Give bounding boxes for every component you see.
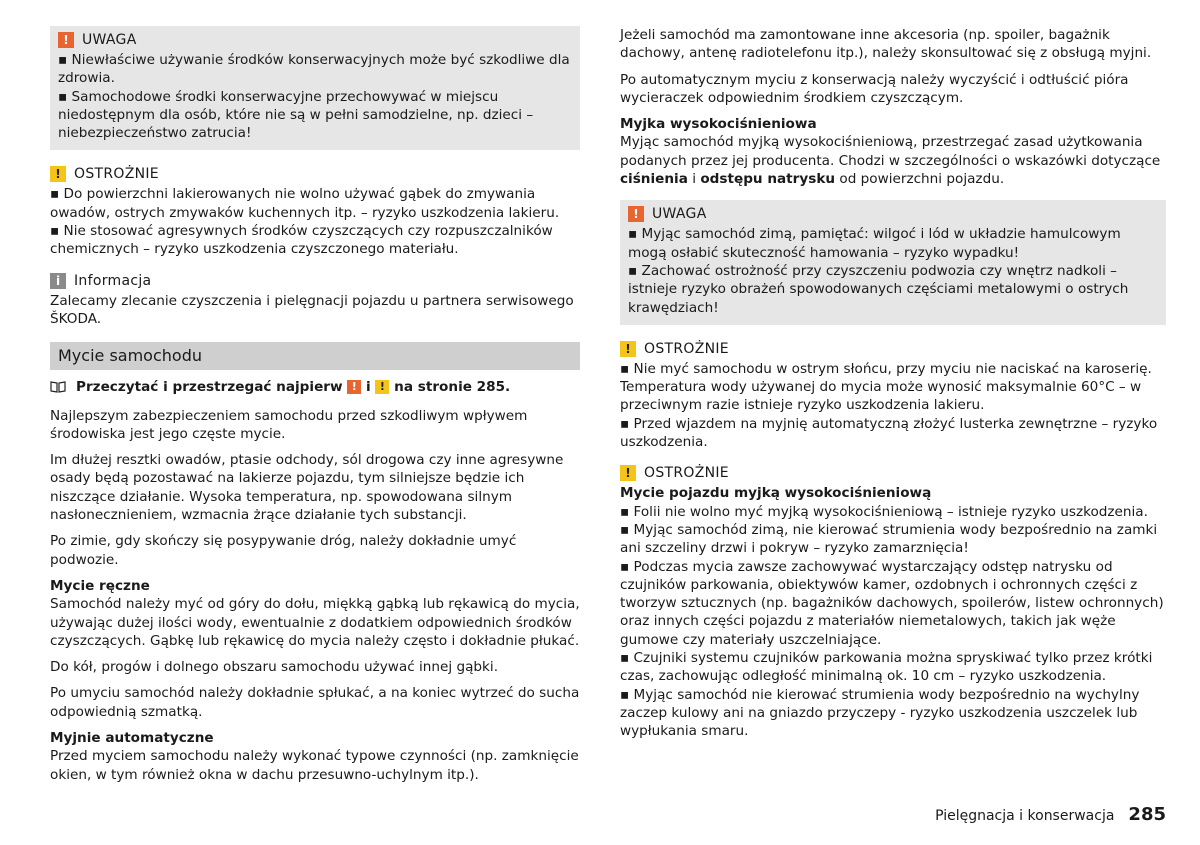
page-number: 285 — [1128, 804, 1166, 825]
left-column — [50, 26, 580, 784]
warning-header — [58, 30, 572, 50]
right-column — [620, 26, 1166, 741]
paragraph: Po automatycznym myciu z konserwacją należy wyczyścić i odtłuścić pióra wycieraczek odpowiednim środkiem czyszczącym. — [620, 71, 1129, 106]
warning-label: UWAGA — [652, 206, 707, 223]
list-item: ▪ Myjąc samochód zimą, pamiętać: wilgoć i lód w układzie hamulcowym mogą osłabić skuteczność hamowania – ryzyko wypadku! — [628, 226, 1121, 261]
paragraph: Jeżeli samochód ma zamontowane inne akcesoria (np. spoiler, bagażnik dachowy, antenę radiotelefonu itp.), należy skonsultować się z obsługą myjni. — [620, 27, 1152, 62]
subheading: Myjka wysokociśnieniowa — [620, 116, 817, 133]
paragraph: Po umyciu samochód należy dokładnie spłukać, a na koniec wytrzeć do sucha odpowiednią szmatką. — [50, 685, 580, 720]
list-item: ▪ Niewłaściwe używanie środków konserwacyjnych może być szkodliwe dla zdrowia. — [58, 52, 570, 87]
caution-label: OSTROŻNIE — [644, 340, 729, 357]
bold-term: odstępu natrysku — [700, 171, 836, 188]
warning-icon: ! — [58, 32, 74, 48]
info-icon: i — [50, 273, 66, 289]
paragraph: Do kół, progów i dolnego obszaru samochodu używać innej gąbki. — [50, 659, 499, 676]
paragraph: Po zimie, gdy skończy się posypywanie dróg, należy dokładnie umyć podwozie. — [50, 533, 517, 568]
footer-section-title: Pielęgnacja i konserwacja — [935, 808, 1115, 824]
reference-line — [50, 378, 580, 396]
bold-term: ciśnienia — [620, 171, 688, 188]
warning-box — [620, 200, 1166, 324]
warning-header — [628, 204, 1158, 224]
caution-icon: ! — [620, 341, 636, 357]
book-icon — [50, 381, 66, 393]
list-item: ▪ Czujniki systemu czujników parkowania można spryskiwać tylko przez krótki czas, zachowując odległość minimalną ok. 10 cm – ryzyko uszkodzenia. — [620, 650, 1153, 685]
paragraph: Przed myciem samochodu należy wykonać typowe czynności (np. zamknięcie okien, w tym również okna w dachu przesuwno-uchylnym itp.). — [50, 748, 579, 783]
caution-header — [620, 339, 1166, 359]
info-label: Informacja — [74, 272, 152, 289]
warning-box — [50, 26, 580, 150]
list-item: ▪ Nie stosować agresywnych środków czyszczących czy rozpuszczalników chemicznych – ryzyko uszkodzenia czyszczonego materiału. — [50, 223, 553, 258]
text-run: i — [687, 171, 701, 188]
list-item: ▪ Samochodowe środki konserwacyjne przechowywać w miejscu niedostępnym dla osób, które nie są w pełni samodzielne, np. dzieci – niebezpieczeństwo zatrucia! — [58, 88, 534, 142]
caution-header — [620, 463, 1166, 483]
list-item: ▪ Myjąc samochód nie kierować strumienia wody bezpośrednio na wychylny zaczep kulowy ani na gniazdo przyczepy - ryzyko uszkodzenia uszczelek lub wypłukania smaru. — [620, 686, 1140, 740]
caution-box — [620, 339, 1166, 451]
caution-icon: ! — [620, 465, 636, 481]
list-item: ▪ Do powierzchni lakierowanych nie wolno używać gąbek do zmywania owadów, ostrych zmywaków kuchennych itp. – ryzyko uszkodzenia lakieru. — [50, 186, 560, 221]
paragraph: Im dłużej resztki owadów, ptasie odchody, sól drogowa czy inne agresywne osady będą pozostawać na lakierze pojazdu, tym silniejsze będzie ich niszczące działanie. Wysoka temperatura, np. spowodowana silnym nasłonecznieniem, wzmacnia żrące działanie tych substancji. — [50, 452, 564, 524]
warning-icon: ! — [628, 206, 644, 222]
info-header — [50, 271, 580, 291]
warning-label: UWAGA — [82, 31, 137, 48]
text-run: Myjąc samochód myjką wysokociśnieniową, przestrzegać zasad użytkowania podanych przez jej producenta. Chodzi w szczególności o wskazówki dotyczące — [620, 134, 1161, 169]
list-item: ▪ Folii nie wolno myć myjką wysokociśnieniową – istnieje ryzyko uszkodzenia. — [620, 503, 1148, 520]
page-footer — [935, 804, 1166, 825]
paragraph: Samochód należy myć od góry do dołu, miękką gąbką lub rękawicą do mycia, używając dużej ilości wody, ewentualnie z dodatkiem odpowiednich środków czyszczących. Gąbkę lub rękawicę do mycia należy często i dokładnie płukać. — [50, 596, 580, 649]
reference-mid: i — [366, 379, 371, 396]
caution-header — [50, 164, 580, 184]
list-item: ▪ Zachować ostrożność przy czyszczeniu podwozia czy wnętrz nadkoli – istnieje ryzyko obrażeń spowodowanych częściami metalowymi o ostrych krawędziach! — [628, 262, 1129, 316]
list-item: ▪ Myjąc samochód zimą, nie kierować strumienia wody bezpośrednio na zamki ani szczeliny drzwi i pokryw – ryzyko zamarznięcia! — [620, 521, 1158, 557]
subheading: Myjnie automatyczne — [50, 730, 214, 747]
section-title: Mycie samochodu — [50, 342, 580, 370]
caution-box — [620, 463, 1166, 740]
paragraph — [620, 133, 1166, 188]
reference-suffix[interactable]: na stronie 285. — [394, 379, 511, 396]
list-item: ▪ Podczas mycia zawsze zachowywać wystarczający odstęp natrysku od czujników parkowania, obiektywów kamer, ozdobnych i ochronnych części z tworzyw sztucznych (np. bagażników dachowych, spoilerów, listew ochronnych) oraz innych części pojazdu z materiałów niemetalowych, takich jak węże gumowe czy materiały uszczelniające. — [620, 558, 1164, 648]
caution-label: OSTROŻNIE — [644, 465, 729, 482]
text-run: od powierzchni pojazdu. — [835, 171, 1005, 188]
subheading: Mycie pojazdu myjką wysokociśnieniową — [620, 485, 932, 502]
list-item: ▪ Przed wjazdem na myjnię automatyczną złożyć lusterka zewnętrzne – ryzyko uszkodzenia. — [620, 415, 1158, 451]
paragraph: Najlepszym zabezpieczeniem samochodu przed szkodliwym wpływem środowiska jest jego częste mycie. — [50, 407, 528, 442]
reference-prefix: Przeczytać i przestrzegać najpierw — [76, 379, 343, 396]
subheading: Mycie ręczne — [50, 577, 150, 594]
caution-label: OSTROŻNIE — [74, 166, 159, 183]
warning-icon: ! — [347, 380, 361, 394]
caution-icon: ! — [50, 166, 66, 182]
caution-icon: ! — [375, 380, 389, 394]
caution-box — [50, 164, 580, 258]
list-item: ▪ Nie myć samochodu w ostrym słońcu, przy myciu nie naciskać na karoserię. Temperatura wody używanej do mycia może wynosić maksymalnie 60°C – w przeciwnym razie istnieje ryzyko uszkodzenia lakieru. — [620, 360, 1152, 414]
info-text: Zalecamy zlecanie czyszczenia i pielęgnacji pojazdu u partnera serwisowego ŠKODA. — [50, 292, 574, 327]
info-box — [50, 271, 580, 329]
